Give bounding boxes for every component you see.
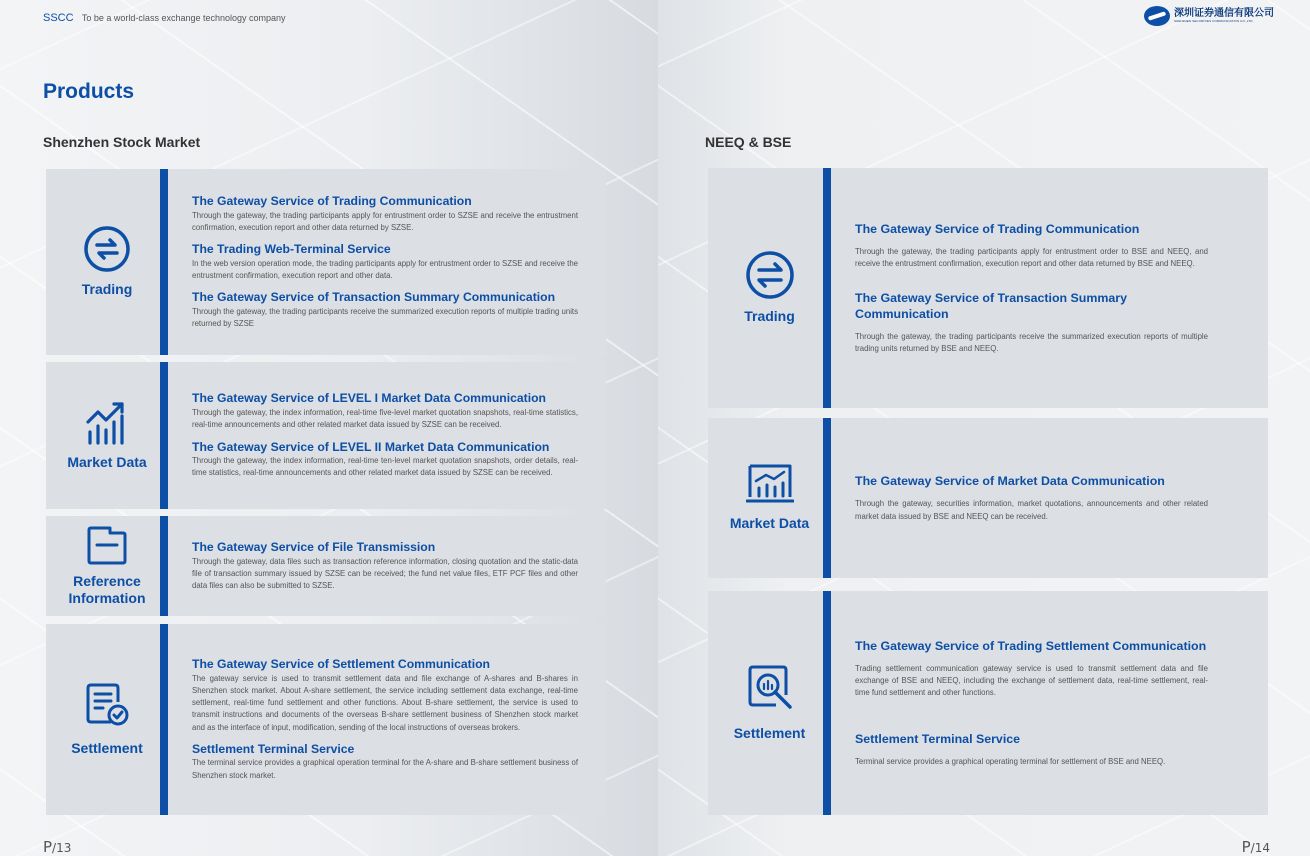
service-title: The Gateway Service of LEVEL I Market Data Communication (192, 391, 546, 406)
section-title-neeq-bse: NEEQ & BSE (705, 134, 792, 150)
chart-up-icon (84, 400, 130, 446)
service-title: The Trading Web-Terminal Service (192, 241, 391, 256)
card-trading (708, 168, 1268, 408)
tagline: To be a world-class exchange technology company (81, 13, 286, 23)
accent-bar (160, 624, 168, 815)
service-title: The Gateway Service of Transaction Summary Communication (855, 290, 1128, 322)
accent-bar (823, 418, 831, 578)
logo-en-name: SHENZHEN SECURITIES COMMUNICATION CO.,LTD. (1174, 19, 1254, 23)
category-label: Market Data (729, 515, 810, 532)
bar-chart-icon (746, 463, 794, 507)
category-label: Market Data (67, 453, 147, 470)
top-bar (43, 12, 286, 24)
service-title: The Gateway Service of Market Data Communication (855, 474, 1165, 489)
card-market-data (46, 362, 606, 509)
card-settlement (46, 624, 606, 815)
service-title: Settlement Terminal Service (192, 741, 355, 756)
service-item (192, 540, 578, 592)
card-content (831, 418, 1268, 578)
service-item (855, 221, 1208, 270)
service-description: Through the gateway, the trading participants receive the summarized execution reports of multiple trading units returned by BSE and NEEQ. (855, 332, 1208, 354)
service-description: Through the gateway, the index information, real-time five-level market quotation snapshots, real-time statistics, real-time announcements and other related market data issued by SZSE can be received. (192, 408, 578, 430)
card-settlement (708, 591, 1268, 815)
document-check-icon (85, 682, 129, 726)
card-category (708, 168, 831, 408)
category-label-line-1: Reference (73, 572, 141, 589)
logo-mark-icon (1144, 6, 1170, 26)
folder-icon (86, 525, 128, 567)
service-title: The Gateway Service of Transaction Summary Communication (192, 290, 556, 304)
card-trading (46, 169, 606, 355)
right-page (658, 0, 1310, 856)
service-description: Through the gateway, the trading participants receive the summarized execution reports of multiple trading units returned by SZSE (192, 306, 578, 328)
service-description: Terminal service provides a graphical operating terminal for settlement of BSE and NEEQ. (855, 757, 1166, 767)
page-number-value: 13 (56, 841, 72, 855)
card-category (708, 591, 831, 815)
service-title: The Gateway Service of Trading Settlement Communication (855, 638, 1207, 653)
card-content (168, 516, 606, 616)
page-prefix: P (1241, 838, 1251, 856)
accent-bar (160, 169, 168, 355)
card-category (46, 362, 168, 509)
service-item (192, 194, 578, 234)
accent-bar (160, 362, 168, 509)
card-content (831, 168, 1268, 408)
service-title: The Gateway Service of Trading Communication (192, 193, 472, 208)
logo-cn-name: 深圳证券通信有限公司 (1174, 8, 1274, 19)
service-description: In the web version operation mode, the trading participants apply for entrustment order to SZSE and receive the entrustment confirmation, execution report and other data. (192, 258, 578, 280)
card-category (46, 516, 168, 616)
accent-bar (823, 168, 831, 408)
card-content (168, 362, 606, 509)
service-item (192, 391, 578, 431)
category-label: Trading (81, 281, 133, 298)
service-description: The gateway service is used to transmit settlement data and file exchange of A-shares and B-shares in Shenzhen stock market. About A-share settlement, the service including settlement data exchange, real-time settlement, real-time fund settlement and other functions. About B-share settlement, the service is used to transmit instructions and documents of the overseas B-share settlement business of Shenzhen stock market and as the interface of input, modification, sending of the local instructions of overseas brokers. (192, 674, 578, 732)
service-title: The Gateway Service of File Transmission (192, 539, 436, 554)
card-market-data (708, 418, 1268, 578)
card-category (708, 418, 831, 578)
category-label-line-2: Information (68, 590, 146, 606)
document-search-icon (746, 663, 794, 711)
page-number-left: P/13 (43, 838, 72, 856)
service-item (192, 742, 578, 782)
service-description: Trading settlement communication gateway service is used to transmit settlement data and file exchange of BSE and NEEQ, including the exchange of settlement data, real-time settlement, real-time fund settlement and other functions. (855, 663, 1208, 697)
category-label: Trading (744, 308, 795, 325)
page-number-value: 14 (1254, 841, 1270, 855)
service-title: The Gateway Service of LEVEL II Market Data Communication (192, 439, 550, 454)
card-content (168, 624, 606, 815)
service-description: Through the gateway, data files such as transaction reference information, closing quotation and the static-data file of transaction summary issued by SZSE can be received; the fund net value files, ETF PCF files and other data files can also be submitted to SZSE. (192, 556, 578, 590)
service-item (192, 242, 578, 282)
logo-wordmark (1174, 9, 1274, 23)
exchange-circle-icon (745, 250, 795, 300)
card-category (46, 624, 168, 815)
service-item (192, 657, 578, 733)
category-label: Settlement (71, 739, 143, 756)
service-title: The Gateway Service of Trading Communication (855, 221, 1140, 236)
category-label: Settlement (733, 725, 806, 742)
service-description: Through the gateway, the trading participants apply for entrustment order to SZSE and receive the entrustment confirmation, execution report and other data returned by SZSE. (192, 210, 578, 232)
category-label (69, 573, 146, 608)
service-title: The Gateway Service of Settlement Communication (192, 657, 490, 672)
company-logo (1144, 6, 1274, 26)
brand-name: SSCC (43, 12, 74, 24)
page-number-right: P/14 (1241, 838, 1270, 856)
service-item (855, 473, 1208, 522)
section-title-shenzhen: Shenzhen Stock Market (43, 134, 201, 150)
service-item (192, 290, 578, 330)
service-description: Through the gateway, securities information, market quotations, announcements and other related market data issued by BSE and NEEQ can be received. (855, 499, 1208, 521)
service-item (192, 440, 578, 480)
card-category (46, 169, 168, 355)
card-content (831, 591, 1268, 815)
page-prefix: P (43, 838, 53, 856)
service-description: Through the gateway, the index information, real-time ten-level market quotation snapshots, order details, real-time statistics, real-time announcements and other related market data issued by SZSE can be received. (192, 456, 578, 478)
service-description: The terminal service provides a graphical operation terminal for the A-share and B-share settlement business of Shenzhen stock market. (192, 758, 578, 780)
service-item (855, 290, 1208, 355)
service-description: Through the gateway, the trading participants apply for entrustment order to BSE and NEEQ, and receive the entrustment confirmation, execution report and other data returned by BSE and NEEQ. (855, 246, 1208, 268)
card-reference-information (46, 516, 606, 616)
service-item (855, 731, 1208, 768)
card-content (168, 169, 606, 355)
accent-bar (160, 516, 168, 616)
service-title: Settlement Terminal Service (855, 732, 1021, 747)
service-item (855, 638, 1208, 699)
page-heading: Products (43, 80, 135, 103)
exchange-circle-icon (83, 225, 131, 273)
accent-bar (823, 591, 831, 815)
